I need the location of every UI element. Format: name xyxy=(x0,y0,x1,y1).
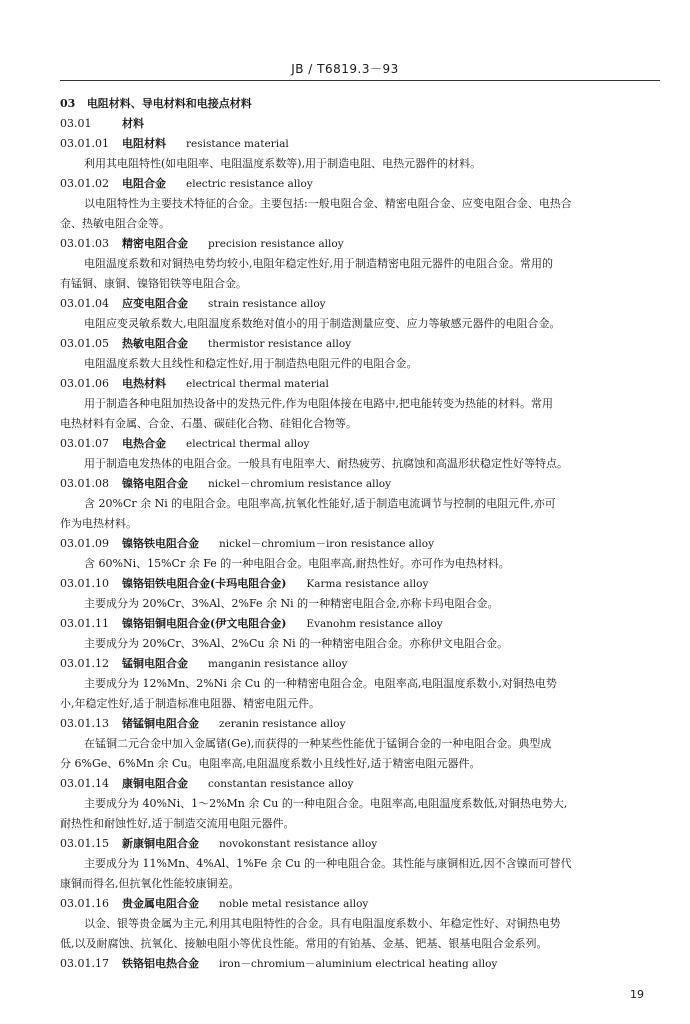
term-english: precision resistance alloy xyxy=(208,238,344,250)
subsection-title: 材料 xyxy=(122,117,144,130)
term-english: Karma resistance alloy xyxy=(306,578,429,590)
term-definition-line: 利用其电阻特性(如电阻率、电阻温度系数等),用于制造电阻、电热元器件的材料。 xyxy=(84,157,482,170)
term-chinese: 镍铬电阻合金 xyxy=(122,477,188,490)
term-chinese: 镍铬铝铜电阻合金(伊文电阻合金) xyxy=(122,617,287,630)
document-body xyxy=(60,94,660,974)
term-english: electrical thermal alloy xyxy=(186,438,310,450)
term-definition-line: 主要成分为 11%Mn、4%Al、1%Fe 余 Cu 的一种电阻合金。其性能与康铜相近,因不含镍而可替代 xyxy=(84,857,572,870)
term-entry-heading xyxy=(60,834,660,854)
term-english: manganin resistance alloy xyxy=(208,658,348,670)
term-code: 03.01.05 xyxy=(60,337,109,350)
term-entry-heading xyxy=(60,614,660,634)
term-definition-line: 用于制造电发热体的电阻合金。一般具有电阻率大、耐热疲劳、抗腐蚀和高温形状稳定性好等特点。 xyxy=(84,457,568,470)
term-chinese: 铁铬铝电热合金 xyxy=(122,957,199,970)
term-chinese: 应变电阻合金 xyxy=(122,297,188,310)
term-definition-line: 主要成分为 20%Cr、3%Al、2%Cu 余 Ni 的一种精密电阻合金。亦称伊文电阻合金。 xyxy=(84,637,509,650)
term-code: 03.01.12 xyxy=(60,657,109,670)
subsection-heading xyxy=(60,114,660,134)
term-definition-line: 以电阻特性为主要技术特征的合金。主要包括:一般电阻合金、精密电阻合金、应变电阻合金、电热合 xyxy=(84,197,572,210)
term-definition-line: 康铜而得名,但抗氧化性能较康铜差。 xyxy=(60,877,240,890)
term-chinese: 电热材料 xyxy=(122,377,166,390)
term-code: 03.01.10 xyxy=(60,577,109,590)
term-definition-line: 含 20%Cr 余 Ni 的电阻合金。电阻率高,抗氧化性能好,适于制造电流调节与控制的电阻元件,亦可 xyxy=(84,497,556,510)
page-number: 19 xyxy=(630,988,644,1001)
term-definition-line: 低,以及耐腐蚀、抗氧化、接触电阻小等优良性能。常用的有铂基、金基、钯基、银基电阻合金系列。 xyxy=(60,937,548,950)
term-english: nickel－chromium－iron resistance alloy xyxy=(219,538,435,550)
term-definition-line: 用于制造各种电阻加热设备中的发热元件,作为电阻体接在电路中,把电能转变为热能的材料。常用 xyxy=(84,397,553,410)
term-entry-heading xyxy=(60,654,660,674)
term-entry-heading xyxy=(60,774,660,794)
term-definition-line: 小,年稳定性好,适于制造标准电阻器、精密电阻元件。 xyxy=(60,697,320,710)
term-definition-line: 主要成分为 12%Mn、2%Ni 余 Cu 的一种精密电阻合金。电阻率高,电阻温度系数小,对铜热电势 xyxy=(84,677,557,690)
section-code: 03 xyxy=(60,97,76,110)
term-chinese: 电阻材料 xyxy=(122,137,166,150)
term-chinese: 锰铜电阻合金 xyxy=(122,657,188,670)
term-code: 03.01.14 xyxy=(60,777,109,790)
standard-header: JB / T6819.3－93 xyxy=(291,62,399,76)
term-code: 03.01.11 xyxy=(60,617,109,630)
term-entry-heading xyxy=(60,714,660,734)
term-code: 03.01.08 xyxy=(60,477,109,490)
term-entry-heading xyxy=(60,294,660,314)
term-entry-heading xyxy=(60,234,660,254)
term-definition-line: 分 6%Ge、6%Mn 余 Cu。电阻率高,电阻温度系数小且线性好,适于精密电阻元器件。 xyxy=(60,757,481,770)
term-entry-heading xyxy=(60,334,660,354)
term-entry-heading xyxy=(60,134,660,154)
term-english: zeranin resistance alloy xyxy=(219,718,346,730)
term-definition-line: 在锰铜二元合金中加入金属锗(Ge),而获得的一种某些性能优于锰铜合金的一种电阻合金。典型成 xyxy=(84,737,552,750)
term-english: electrical thermal material xyxy=(186,378,329,390)
term-definition-line: 以金、银等贵金属为主元,利用其电阻特性的合金。具有电阻温度系数小、年稳定性好、对铜热电势 xyxy=(84,917,561,930)
term-definition-line: 作为电热材料。 xyxy=(60,517,137,530)
term-definition-line: 主要成分为 20%Cr、3%Al、2%Fe 余 Ni 的一种精密电阻合金,亦称卡玛电阻合金。 xyxy=(84,597,499,610)
subsection-code: 03.01 xyxy=(60,117,92,130)
term-english: electric resistance alloy xyxy=(186,178,313,190)
term-definition-line: 电热材料有金属、合金、石墨、碳硅化合物、硅钼化合物等。 xyxy=(60,417,357,430)
term-english: thermistor resistance alloy xyxy=(208,338,352,350)
term-chinese: 康铜电阻合金 xyxy=(122,777,188,790)
term-english: noble metal resistance alloy xyxy=(219,898,369,910)
term-code: 03.01.09 xyxy=(60,537,109,550)
term-entry-heading xyxy=(60,954,660,974)
term-definition-line: 电阻应变灵敏系数大,电阻温度系数绝对值小的用于制造测量应变、应力等敏感元器件的电阻合金。 xyxy=(84,317,561,330)
term-chinese: 热敏电阻合金 xyxy=(122,337,188,350)
term-chinese: 镍铬铝铁电阻合金(卡玛电阻合金) xyxy=(122,577,287,590)
term-definition-line: 含 60%Ni、15%Cr 余 Fe 的一种电阻合金。电阻率高,耐热性好。亦可作为电热材料。 xyxy=(84,557,510,570)
term-code: 03.01.01 xyxy=(60,137,109,150)
term-definition-line: 电阻温度系数大且线性和稳定性好,用于制造热电阻元件的电阻合金。 xyxy=(84,357,418,370)
section-title: 电阻材料、导电材料和电接点材料 xyxy=(86,97,252,110)
term-code: 03.01.15 xyxy=(60,837,109,850)
term-english: resistance material xyxy=(186,138,289,150)
term-entry-heading xyxy=(60,894,660,914)
term-definition-line: 金、热敏电阻合金等。 xyxy=(60,217,170,230)
term-definition-line: 有锰铜、康铜、镍铬铝铁等电阻合金。 xyxy=(60,277,247,290)
term-code: 03.01.04 xyxy=(60,297,109,310)
term-english: constantan resistance alloy xyxy=(208,778,354,790)
term-entry-heading xyxy=(60,374,660,394)
term-english: Evanohm resistance alloy xyxy=(306,618,443,630)
term-chinese: 镍铬铁电阻合金 xyxy=(122,537,199,550)
term-entry-heading xyxy=(60,174,660,194)
term-entry-heading xyxy=(60,574,660,594)
term-entry-heading xyxy=(60,534,660,554)
term-english: iron－chromium－aluminium electrical heating alloy xyxy=(219,958,498,970)
term-definition-line: 电阻温度系数和对铜热电势均较小,电阻年稳定性好,用于制造精密电阻元器件的电阻合金。常用的 xyxy=(84,257,553,270)
term-entry-heading xyxy=(60,434,660,454)
term-chinese: 锗锰铜电阻合金 xyxy=(122,717,199,730)
term-code: 03.01.03 xyxy=(60,237,109,250)
term-chinese: 精密电阻合金 xyxy=(122,237,188,250)
term-english: strain resistance alloy xyxy=(208,298,326,310)
term-definition-line: 耐热性和耐蚀性好,适于制造交流用电阻元器件。 xyxy=(60,817,295,830)
term-code: 03.01.07 xyxy=(60,437,109,450)
section-heading xyxy=(60,94,660,114)
term-english: novokonstant resistance alloy xyxy=(219,838,378,850)
term-chinese: 贵金属电阻合金 xyxy=(122,897,199,910)
term-entries xyxy=(60,134,660,974)
term-code: 03.01.13 xyxy=(60,717,109,730)
term-code: 03.01.06 xyxy=(60,377,109,390)
term-code: 03.01.02 xyxy=(60,177,109,190)
term-chinese: 电阻合金 xyxy=(122,177,166,190)
header-rule xyxy=(60,80,660,81)
term-chinese: 新康铜电阻合金 xyxy=(122,837,199,850)
term-definition-line: 主要成分为 40%Ni、1～2%Mn 余 Cu 的一种电阻合金。电阻率高,电阻温度系数低,对铜热电势大, xyxy=(84,797,568,810)
term-chinese: 电热合金 xyxy=(122,437,166,450)
term-code: 03.01.16 xyxy=(60,897,109,910)
term-entry-heading xyxy=(60,474,660,494)
term-code: 03.01.17 xyxy=(60,957,109,970)
term-english: nickel－chromium resistance alloy xyxy=(208,478,392,490)
